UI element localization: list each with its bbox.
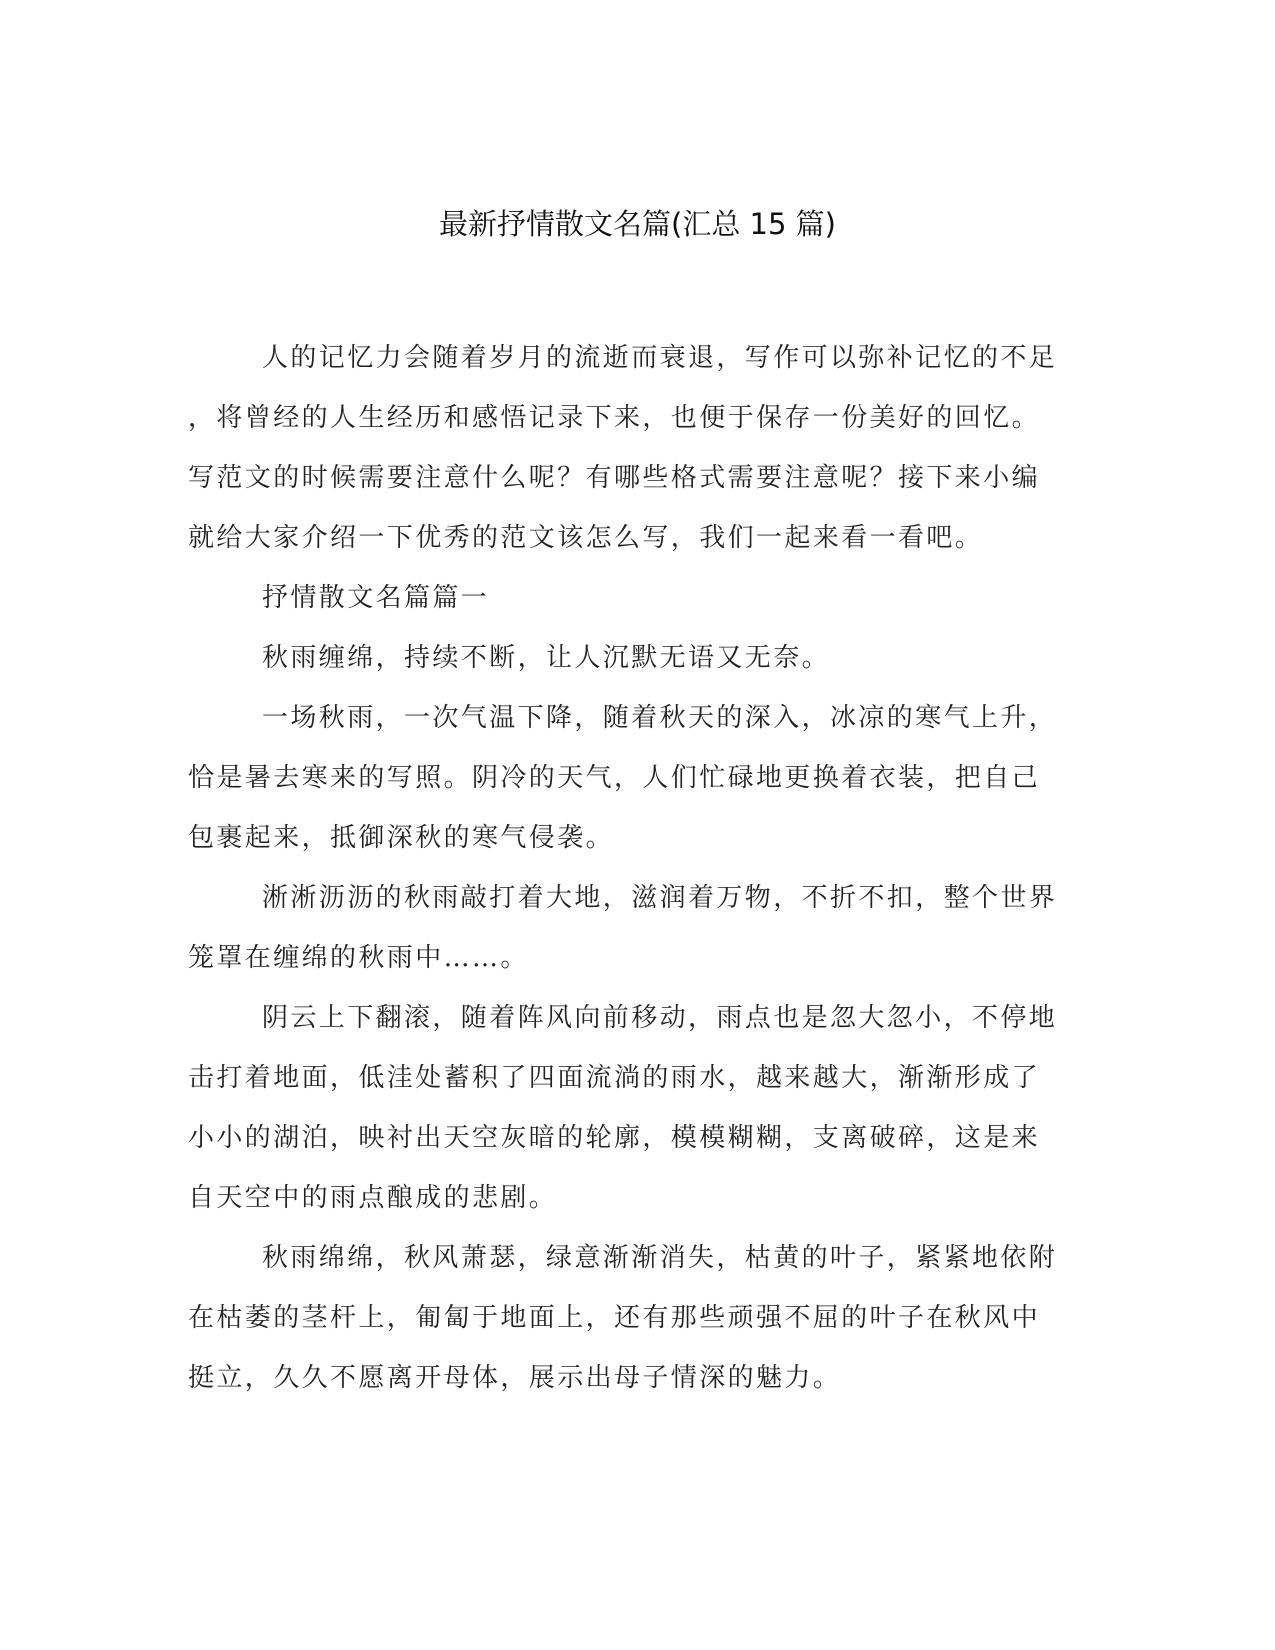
body-line: 笼罩在缠绵的秋雨中……。 <box>188 943 529 973</box>
body-line: 包裹起来，抵御深秋的寒气侵袭。 <box>188 823 615 853</box>
body-line: 自天空中的雨点酿成的悲剧。 <box>188 1183 558 1213</box>
body-line: 恰是暑去寒来的写照。阴冷的天气，人们忙碌地更换着衣装，把自己 <box>188 763 1041 793</box>
body-line: 一场秋雨，一次气温下降，随着秋天的深入，冰凉的寒气上升， <box>262 703 1058 733</box>
body-line: 击打着地面，低洼处蓄积了四面流淌的雨水，越来越大，渐渐形成了 <box>188 1063 1041 1093</box>
document-title: 最新抒情散文名篇(汇总 15 篇) <box>439 207 836 241</box>
section-heading: 抒情散文名篇篇一 <box>262 583 490 613</box>
body-line: 小小的湖泊，映衬出天空灰暗的轮廓，模模糊糊，支离破碎，这是来 <box>188 1123 1041 1153</box>
body-line: 秋雨绵绵，秋风萧瑟，绿意渐渐消失，枯黄的叶子，紧紧地依附 <box>262 1243 1058 1273</box>
body-line: 在枯萎的茎杆上，匍匐于地面上，还有那些顽强不屈的叶子在秋风中 <box>188 1303 1041 1333</box>
body-line: 阴云上下翻滚，随着阵风向前移动，雨点也是忽大忽小，不停地 <box>262 1003 1058 1033</box>
body-line: 挺立，久久不愿离开母体，展示出母子情深的魅力。 <box>188 1363 842 1393</box>
body-line: 淅淅沥沥的秋雨敲打着大地，滋润着万物，不折不扣，整个世界 <box>262 883 1058 913</box>
body-line: ，将曾经的人生经历和感悟记录下来，也便于保存一份美好的回忆。 <box>188 403 1041 433</box>
body-line: 人的记忆力会随着岁月的流逝而衰退，写作可以弥补记忆的不足 <box>262 343 1058 373</box>
body-line: 写范文的时候需要注意什么呢？有哪些格式需要注意呢？接下来小编 <box>188 463 1041 493</box>
body-line: 秋雨缠绵，持续不断，让人沉默无语又无奈。 <box>262 643 831 673</box>
body-line: 就给大家介绍一下优秀的范文该怎么写，我们一起来看一看吧。 <box>188 523 984 553</box>
document-body <box>188 328 1088 1408</box>
